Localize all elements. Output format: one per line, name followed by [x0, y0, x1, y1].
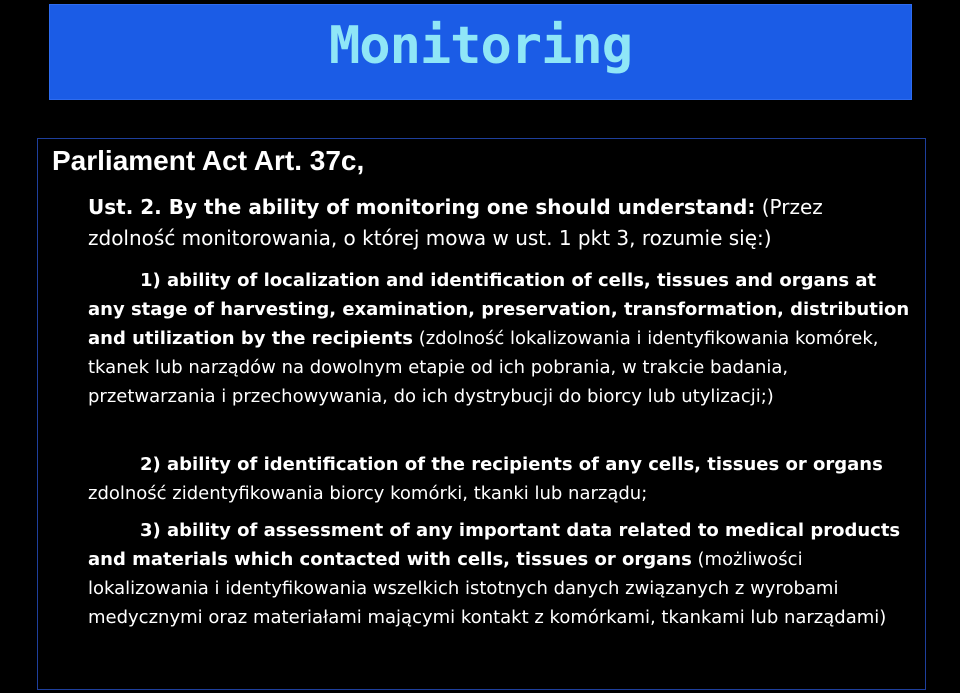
lead-paragraph [88, 192, 878, 254]
list-item-2-polish: zdolność zidentyfikowania biorcy komórki, tkanki lub narządu; [88, 483, 648, 504]
lead-polish: (Przez zdolność monitorowania, o której mowa w ust. 1 pkt 3, rozumie się:) [88, 195, 823, 250]
list-item-3-polish: (możliwości lokalizowania i identyfikowania wszelkich istotnych danych związanych z wyrobami medycznymi oraz materiałami mającymi kontakt z komórkami, tkankami lub narządami) [88, 549, 887, 628]
list-item-3-english: 3) ability of assessment of any important data related to medical products and materials which contacted with cells, tissues or organs [88, 520, 901, 570]
lead-english: Ust. 2. By the ability of monitoring one should understand: [88, 195, 756, 219]
title-bar [49, 4, 912, 100]
act-heading: Parliament Act Art. 37c, [52, 145, 365, 176]
list-item-1-polish: (zdolność lokalizowania i identyfikowania komórek, tkanek lub narządów na dowolnym etapie od ich pobrania, w trakcie badania, przetwarzania i przechowywania, do ich dystrybucji do biorcy lub utylizacji;) [88, 328, 879, 407]
list-item-1 [88, 266, 913, 411]
list-item-3 [88, 516, 913, 632]
list-item-1-english: 1) ability of localization and identification of cells, tissues and organs at any stage of harvesting, examination, preservation, transformation, distribution and utilization by the recipients [88, 270, 910, 349]
slide-title: Monitoring [328, 16, 633, 76]
list-item-2-english: 2) ability of identification of the recipients of any cells, tissues or organs [140, 454, 883, 475]
list-item-2 [88, 450, 913, 508]
